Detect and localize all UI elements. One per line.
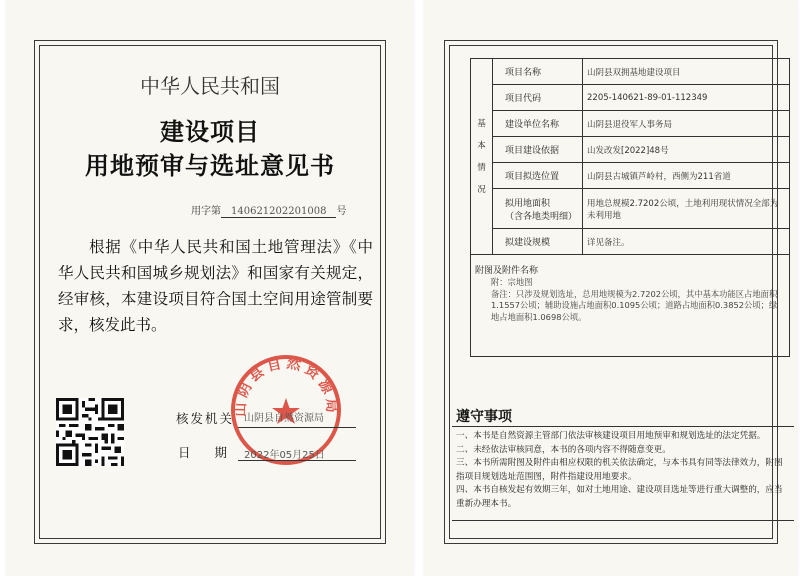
row-label: 建设单位名称 — [493, 111, 583, 137]
row-label: 项目代码 — [493, 85, 583, 111]
date-label: 日期 — [178, 445, 252, 460]
issuer-label: 核发机关 — [176, 411, 235, 426]
issuer-underline — [238, 427, 356, 428]
date-underline — [238, 460, 356, 461]
table-row — [471, 255, 790, 357]
compliance-item: 一、本书是自然资源主管部门依法审核建设项目用地预审和规划选址的法定凭据。 — [456, 431, 766, 441]
row-label: 项目拟选位置 — [493, 163, 583, 189]
side-title-cell — [471, 59, 493, 255]
compliance-bottom-rule — [452, 520, 794, 521]
compliance-item: 三、本书所需附图及附件由相应权限的机关依法确定，与本书具有同等法律效力，附图指项目规划选址范围图，附件指建设用地要求。 — [456, 458, 783, 482]
certificate-body-text: 根据《中华人民共和国土地管理法》《中华人民共和国城乡规划法》和国家有关规定，经审核，本建设项目符合国土空间用途管制要求，核发此书。 — [58, 238, 373, 334]
certificate-detail-page — [424, 0, 798, 576]
table-row — [471, 111, 790, 137]
table-row — [471, 163, 790, 189]
table-row — [471, 85, 790, 111]
date-value: 2022年05月25日 — [244, 450, 325, 461]
compliance-list — [456, 430, 786, 511]
table-row — [471, 229, 790, 255]
number-value: 140621202201008 — [221, 206, 336, 218]
number-suffix: 号 — [336, 206, 347, 217]
row-label: 项目建设依据 — [493, 137, 583, 163]
row-value: 详见备注。 — [583, 229, 790, 255]
row-label-line: （含各地类明细） — [505, 211, 578, 222]
certificate-number — [191, 202, 346, 218]
row-label-line: 拟用地面积 — [505, 198, 551, 209]
title-line-2: 用地预审与选址意见书 — [85, 151, 335, 180]
table-row — [471, 189, 790, 229]
row-value: 用地总规模2.7202公顷，土地利用现状情况全部为未利用地 — [583, 189, 790, 229]
row-value: 2205-140621-89-01-112349 — [583, 85, 790, 111]
compliance-item: 二、未经依法审核同意，本书的各项内容不得随意变更。 — [456, 444, 671, 455]
title-line-1: 建设项目 — [160, 117, 260, 146]
row-label: 项目名称 — [493, 59, 583, 85]
row-label: 拟建设规模 — [493, 229, 583, 255]
table-row — [471, 59, 790, 85]
row-label — [493, 189, 583, 229]
number-prefix: 用字第 — [191, 206, 221, 217]
compliance-item: 四、本书自核发起有效期三年，如对土地用途、建设项目选址等进行重大调整的，应当重新办理本书。 — [456, 485, 783, 509]
seal-text: 山阴县自然资源局 — [232, 355, 340, 417]
row-value: 山阴县古城镇芦岭村，西侧为211省道 — [583, 163, 790, 189]
row-value: 山阴县双拥基地建设项目 — [583, 59, 790, 85]
row-value: 山阴县退役军人事务局 — [583, 111, 790, 137]
compliance-title: 遵守事项 — [456, 409, 512, 425]
side-char: 本 — [477, 140, 486, 151]
qr-code-icon — [56, 398, 124, 466]
attachments-label: 附图及附件名称 — [475, 266, 539, 276]
side-char: 情 — [477, 162, 486, 173]
basic-info-table — [470, 58, 790, 357]
certificate-cover-page — [6, 0, 414, 576]
table-row — [471, 137, 790, 163]
side-char: 基 — [477, 118, 486, 129]
country-name: 中华人民共和国 — [140, 74, 280, 98]
issuer-value: 山阴县自然资源局 — [244, 413, 324, 424]
compliance-top-rule — [452, 426, 794, 427]
side-title — [471, 113, 492, 201]
attachments-text: 附：宗地图 备注：只涉及规划选址，总用地规模为2.7202公顷，其中基本功能区占地面积1.1557公顷；辅助设施占地面积0.1095公顷；道路占地面积0.3852公顷；绿地占地面积1.0698公顷。 — [491, 277, 778, 322]
side-char: 况 — [477, 184, 486, 195]
row-value: 山发改发[2022]48号 — [583, 137, 790, 163]
attachments-cell — [471, 255, 790, 357]
